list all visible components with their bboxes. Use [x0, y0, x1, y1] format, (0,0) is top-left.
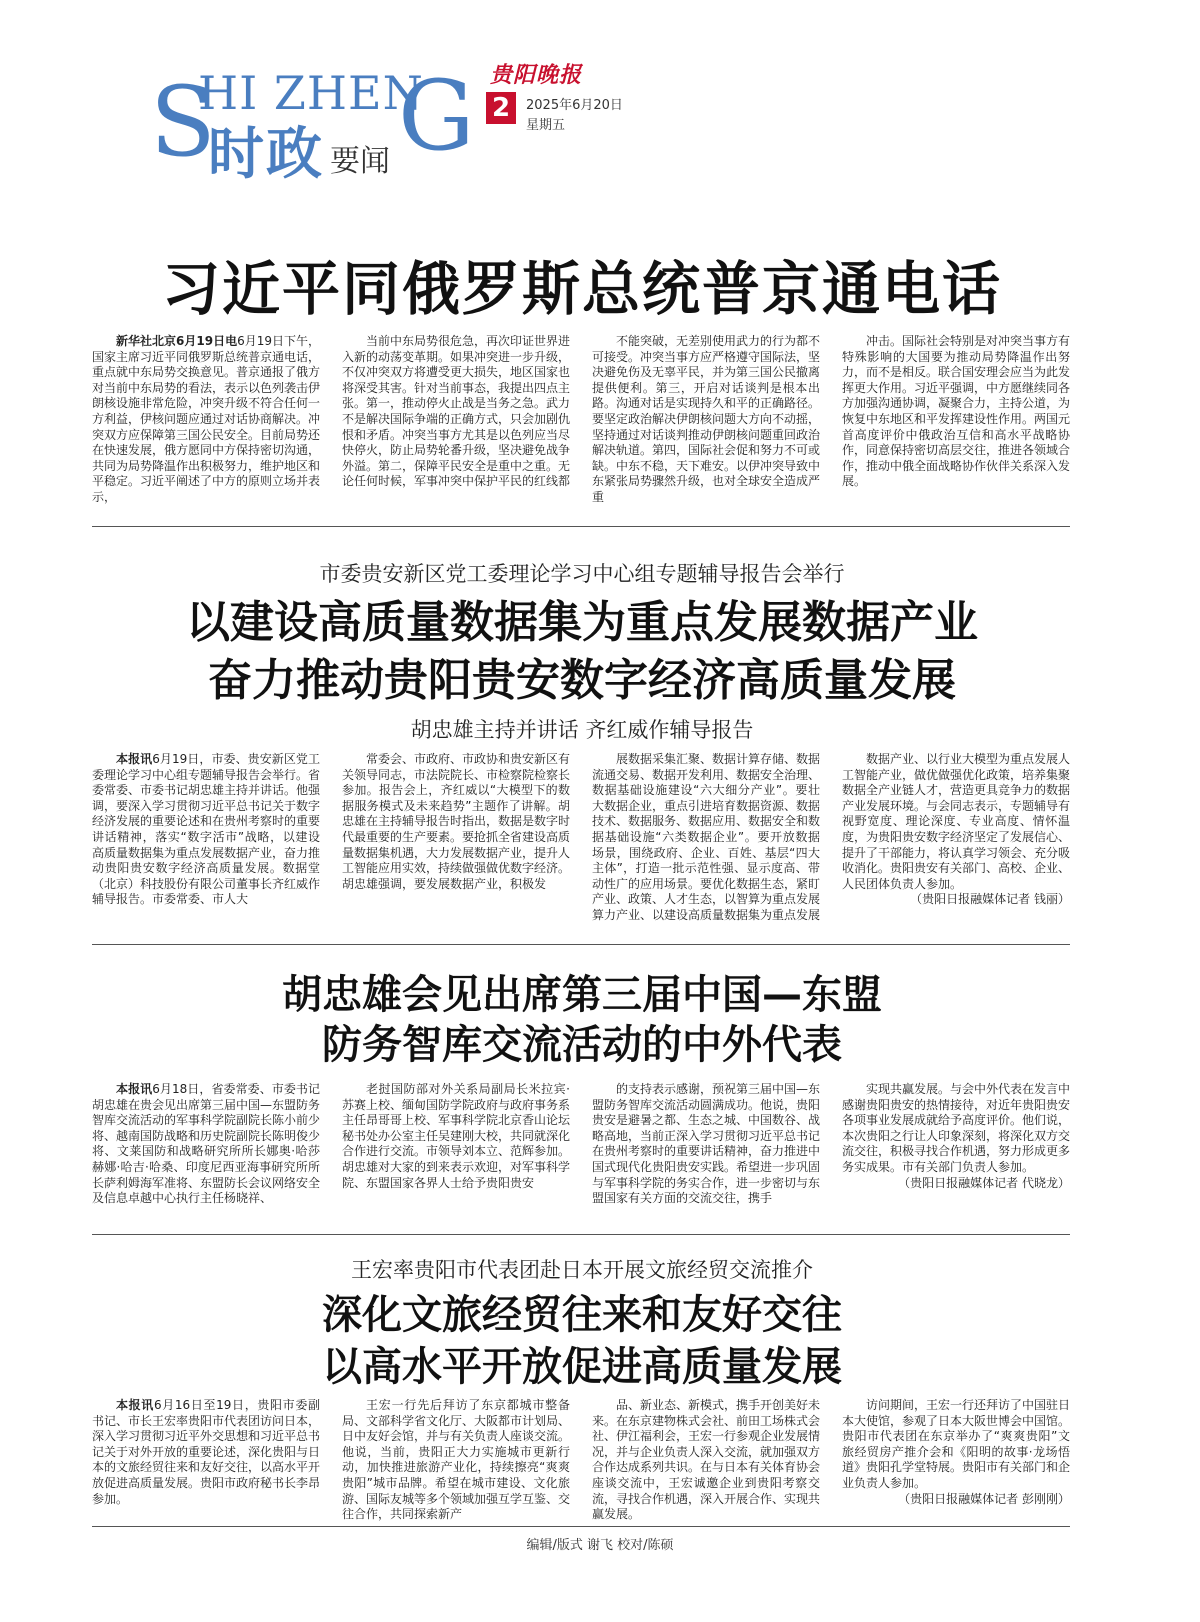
article1-headline: 习近平同俄罗斯总统普京通电话	[161, 255, 1002, 323]
article3-column	[842, 1082, 1070, 1202]
article3-headline-line1: 胡忠雄会见出席第三届中国—东盟	[282, 972, 882, 1018]
article3-column	[592, 1082, 821, 1206]
article2-headline-line2: 奋力推动贵阳贵安数字经济高质量发展	[208, 655, 956, 706]
article4-column-text: 6月16日至19日，贵阳市委副书记、市长王宏率贵阳市代表团访问日本，深入学习贯彻习近平外交思想和习近平总书记关于对外开放的重要论述，深化贵阳与日本的文旅经贸往来和友好交往，以高水平开放促进高质量发展。贵阳市政府秘书长李昂参加。	[92, 1398, 321, 1506]
article2-column	[342, 752, 570, 922]
article1-column	[92, 334, 321, 504]
article3-column	[342, 1082, 570, 1202]
article2-column-text: 常委会、市政府、市政协和贵安新区有关领导同志，市法院院长、市检察院检察长参加。报告会上，齐红威以“大模型下的数据服务模式及未来趋势”主题作了讲解。胡忠雄在主持辅导报告时指出，数据是数字时代最重要的生产要素。要抢抓全省建设高质量数据集机遇，大力发展数据产业，提升人工智能应用实效，持续做强做优数字经济。胡忠雄强调，要发展数据产业，积极发	[342, 752, 571, 891]
article4-kicker: 王宏率贵阳市代表团赴日本开展文旅经贸交流推介	[351, 1258, 813, 1282]
article2-column	[842, 752, 1070, 922]
section-divider	[92, 1526, 1070, 1527]
article2-column	[92, 752, 320, 922]
article4-dateline: 本报讯	[116, 1398, 154, 1412]
article2-column-text: 6月19日，市委、贵安新区党工委理论学习中心组专题辅导报告会举行。省委常委、市委书记胡忠雄主持并讲话。他强调，要深入学习贯彻习近平总书记关于数字经济发展的重要论述和在贵州考察时的重要讲话精神，落实“数字活市”战略，以建设高质量数据集为重点发展数据产业，奋力推动贵阳贵安数字经济高质量发展。数据堂（北京）科技股份有限公司董事长齐红威作辅导报告。市委常委、市人大	[92, 752, 321, 907]
newspaper-logo: 贵阳晚报	[490, 62, 583, 88]
article4-column-text: 王宏一行先后拜访了东京都城市整备局、文部科学省文化厅、大阪都市计划局、日中友好会馆，并与有关负责人座谈交流。他说，当前，贵阳正大力实施城市更新行动，加快推进旅游产业化，持续擦亮“爽爽贵阳”城市品牌。希望在城市建设、文化旅游、国际友城等多个领域加强互学互鉴、交往合作，共同探索新产	[342, 1398, 571, 1522]
section-divider	[92, 526, 1070, 527]
article3-headline-line2: 防务智库交流活动的中外代表	[322, 1022, 842, 1068]
masthead-latin-title: HI ZHEN	[198, 66, 424, 120]
article4-column	[92, 1398, 320, 1504]
article3-credit: （贵阳日报融媒体记者 代晓龙）	[898, 1175, 1070, 1190]
article4-column	[342, 1398, 571, 1522]
masthead-letter-g: G	[398, 60, 475, 172]
article3-column-text: 6月18日，省委常委、市委书记胡忠雄在贵会见出席第三届中国—东盟防务智库交流活动的军事科学院副院长陈小前少将、越南国防战略和历史院副院长陈明俊少将、文莱国防和战略研究所所长娜奥·哈莎赫娜·哈吉·哈桑、印度尼西亚海事研究所所长萨利姆海军准将、东盟防长会议网络安全及信息卓越中心执行主任杨晓祥、	[92, 1082, 321, 1206]
page-footer-credits: 编辑/版式 谢飞 校对/陈硕	[526, 1538, 674, 1553]
article4-credit: （贵阳日报融媒体记者 彭刚刚）	[898, 1491, 1070, 1506]
article2-credit: （贵阳日报融媒体记者 钱丽）	[910, 892, 1070, 907]
article1-column-text: 6月19日下午，国家主席习近平同俄罗斯总统普京通电话，重点就中东局势交换意见。普京通报了俄方对当前中东局势的看法，表示以色列袭击伊朗核设施非常危险，冲突升级不符合任何一方利益，伊核问题应通过对话协商解决。冲突双方应保障第三国公民安全。目前局势还在快速发展，俄方愿同中方保持密切沟通，共同为局势降温作出积极努力，维护地区和平稳定。习近平阐述了中方的原则立场并表示，	[92, 334, 321, 504]
section-subtitle: 要闻	[330, 144, 390, 179]
article4-body	[92, 1398, 1071, 1522]
article4-column	[842, 1398, 1070, 1504]
section-divider	[92, 1234, 1070, 1235]
article3-dateline: 本报讯	[116, 1082, 153, 1096]
section-title: 时政	[208, 122, 324, 187]
article3-column-text: 老挝国防部对外关系局副局长米拉宾·苏赛上校、缅甸国防学院政府与政府事务系主任昂哥哥上校、军事科学院北京香山论坛秘书处办公室主任吴建刚大校，共同就深化合作进行交流。市领导刘本立、范辉参加。胡忠雄对大家的到来表示欢迎，对军事科学院、东盟国家各界人士给予贵阳贵安	[342, 1082, 571, 1190]
article2-column	[592, 752, 820, 922]
article4-column	[592, 1398, 821, 1522]
article3-column-text: 的支持表示感谢，预祝第三届中国—东盟防务智库交流活动圆满成功。他说，贵阳贵安是避暑之都、生态之城、中国数谷、战略高地，当前正深入学习贯彻习近平总书记在贵州考察时的重要讲话精神，奋力推进中国式现代化贵阳贵安实践。希望进一步巩固与军事科学院的务实合作，进一步密切与东盟国家有关方面的交流交往，携手	[592, 1082, 821, 1206]
article4-column-text: 访问期间，王宏一行还拜访了中国驻日本大使馆，参观了日本大阪世博会中国馆。贵阳市代表团在东京举办了“爽爽贵阳”文旅经贸房产推介会和《阳明的故事·龙场悟道》贵阳孔学堂特展。贵阳市有关部门和企业负责人参加。	[842, 1398, 1071, 1490]
article4-headline-line1: 深化文旅经贸往来和友好交往	[322, 1292, 842, 1338]
article4-column-text: 品、新业态、新模式，携手开创美好未来。在东京建物株式会社、前田工场株式会社、伊江福利会，王宏一行参观企业发展情况，并与企业负责人深入交流，就加强双方合作达成系列共识。在与日本有关体育协会座谈交流中，王宏诚邀企业到贵阳考察交流，寻找合作机遇，深入开展合作、实现共赢发展。	[592, 1398, 821, 1522]
article1-body	[92, 334, 1071, 504]
article3-body	[92, 1082, 1071, 1206]
article1-dateline: 新华社北京6月19日电	[116, 334, 238, 348]
page-number: 2	[486, 92, 516, 124]
issue-date: 2025年6月20日	[526, 98, 623, 113]
article2-subheadline: 胡忠雄主持并讲话 齐红威作辅导报告	[410, 718, 754, 742]
article1-column	[592, 334, 821, 504]
section-divider	[92, 944, 1070, 945]
article1-column-text: 当前中东局势很危急，再次印证世界进入新的动荡变革期。如果冲突进一步升级，不仅冲突双方将遭受更大损失，地区国家也将深受其害。针对当前事态，我提出四点主张。第一，推动停火止战是当务之急。武力不是解决国际争端的正确方式，只会加剧仇恨和矛盾。冲突当事方尤其是以色列应当尽快停火，防止局势轮番升级，坚决避免战争外溢。第二，保障平民安全是重中之重。无论任何时候，军事冲突中保护平民的红线都	[342, 334, 571, 489]
article2-kicker: 市委贵安新区党工委理论学习中心组专题辅导报告会举行	[319, 562, 845, 586]
article4-headline-line2: 以高水平开放促进高质量发展	[322, 1344, 842, 1390]
article1-column	[342, 334, 570, 498]
article1-column-text: 冲击。国际社会特别是对冲突当事方有特殊影响的大国要为推动局势降温作出努力，而不是相反。联合国安理会应当为此发挥更大作用。习近平强调，中方愿继续同各方加强沟通协调，凝聚合力，主持公道，为恢复中东地区和平发挥建设性作用。两国元首高度评价中俄政治互信和高水平战略协作，同意保持密切高层交往，推进各领域合作，推动中俄全面战略协作伙伴关系深入发展。	[842, 334, 1071, 489]
article2-headline-line1: 以建设高质量数据集为重点发展数据产业	[186, 597, 978, 648]
article2-column-text: 展数据采集汇聚、数据计算存储、数据流通交易、数据开发利用、数据安全治理、数据基础设施建设“六大细分产业”。要壮大数据企业，重点引进培育数据资源、数据技术、数据服务、数据应用、数据安全和数据基础设施“六类数据企业”。要开放数据场景，围绕政府、企业、百姓、基层“四大主体”，打造一批示范性强、显示度高、带动性广的应用场景。要优化数据生态，紧盯产业、政策、人才生态，以智算为重点发展算力产业、以建设高质量数据集为重点发展	[592, 752, 821, 922]
article2-dateline: 本报讯	[116, 752, 153, 766]
article1-column-text: 不能突破，无差别使用武力的行为都不可接受。冲突当事方应严格遵守国际法，坚决避免伤及无辜平民，并为第三国公民撤离提供便利。第三，开启对话谈判是根本出路。沟通对话是实现持久和平的正确路径。要坚定政治解决伊朗核问题大方向不动摇，坚持通过对话谈判推动伊朗核问题重回政治解决轨道。第四，国际社会促和努力不可或缺。中东不稳，天下难安。以伊冲突导致中东紧张局势骤然升级，也对全球安全造成严重	[592, 334, 821, 504]
masthead-letter-s: S	[150, 66, 216, 178]
article2-column-text: 数据产业、以行业大模型为重点发展人工智能产业，做优做强优化政策，培养集聚数据全产业链人才，营造更具竞争力的数据产业发展环境。与会同志表示，专题辅导有视野宽度、理论深度、专业高度、情怀温度，为贵阳贵安数字经济坚定了发展信心、提升了干部能力，将认真学习领会、充分吸收消化。贵阳贵安有关部门、高校、企业、人民团体负责人参加。	[842, 752, 1071, 891]
masthead	[150, 56, 710, 196]
issue-weekday: 星期五	[526, 118, 566, 133]
article2-body	[92, 752, 1070, 922]
article3-column	[92, 1082, 321, 1206]
article1-column	[842, 334, 1070, 498]
article3-column-text: 实现共赢发展。与会中外代表在发言中感谢贵阳贵安的热情接待，对近年贵阳贵安各项事业发展成就给予高度评价。他们说，本次贵阳之行让人印象深刻，将深化双方交流交往，积极寻找合作机遇，努力形成更多务实成果。市有关部门负责人参加。	[842, 1082, 1071, 1174]
